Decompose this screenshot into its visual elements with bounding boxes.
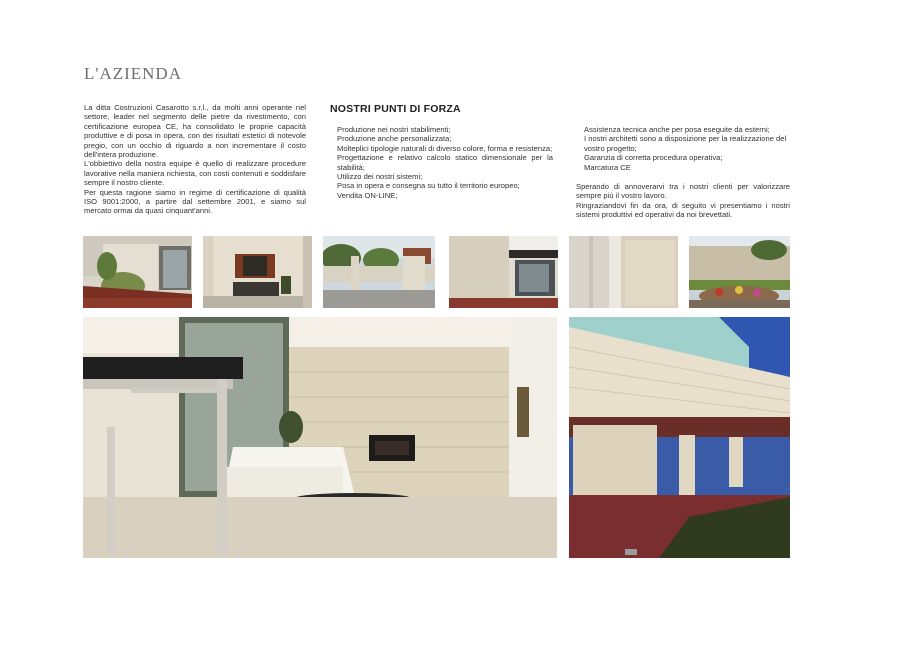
strength-item: Produzione anche personalizzata; <box>337 134 452 144</box>
closing-paragraph: Sperando di annoverarvi tra i nostri clienti per valorizzare sempre più il vostro lavoro. <box>576 182 790 201</box>
intro-paragraph: L'obbiettivo della nostra equipe è quello di realizzare procedure lavorative nella maniera richiesta, con costi contenuti e soddisfare sempre il nostro cliente. <box>84 159 306 188</box>
intro-paragraph: La ditta Costruzioni Casarotto s.r.l., da molti anni operante nel settore, leader nel segmento delle pietre da rivestimento, con certificazione europea CE, ha consolidato le proprie capacità produttive e di posa in opera, con dei risultati estetici di notevole pregio, con un occhio di riguardo a non incrementare il costo dell'intera produzione. <box>84 103 306 160</box>
strength-item: Marcatura CE <box>584 162 631 172</box>
photo-stone-portico <box>569 317 790 558</box>
closing-paragraph: Ringraziandovi fin da ora, di seguito vi presentiamo i nostri sistemi produttivi ed operativi da noi brevettati. <box>576 200 790 220</box>
page-title: L'AZIENDA <box>84 64 182 83</box>
strength-item: Vendita ON-LINE; <box>337 190 398 200</box>
photo-living-room-stone-wall <box>83 317 557 558</box>
strength-item: Posa in opera e consegna su tutto il territorio europeo; <box>337 181 520 191</box>
closing-text <box>576 182 790 220</box>
strengths-list-left <box>337 125 553 200</box>
strength-item: Assistenza tecnica anche per posa eseguite da esterni; <box>584 125 770 134</box>
thumbnail-stone-gate <box>323 236 435 308</box>
strengths-heading: NOSTRI PUNTI DI FORZA <box>330 103 461 115</box>
strength-item: I nostri architetti sono a disposizione per la realizzazione del vostro progetto; <box>584 134 787 153</box>
intro-text <box>84 103 306 216</box>
strength-item: Molteplici tipologie naturali di diverso colore, forma e resistenza; <box>337 143 553 153</box>
strength-item: Garanzia di corretta procedura operativa; <box>584 153 723 163</box>
thumbnail-stone-corner <box>449 236 558 308</box>
thumbnail-garden-retaining-wall <box>689 236 790 308</box>
strength-item: Progettazione e relativo calcolo statico dimensionale per la stabilità; <box>337 153 553 172</box>
strength-item: Utilizzo dei nostri sistemi; <box>337 172 423 182</box>
thumbnail-stone-facade <box>203 236 312 308</box>
strengths-list-right <box>584 125 794 172</box>
strength-item: Produzione nei nostri stabilimenti; <box>337 125 451 134</box>
thumbnail-interior-wall <box>569 236 678 308</box>
intro-paragraph: Per questa ragione siamo in regime di certificazione di qualità ISO 9001:2000, a partire dal settembre 2001, e siamo sul mercato ormai da quasi cinquant'anni. <box>84 187 306 216</box>
thumbnail-garden-wall <box>83 236 192 308</box>
